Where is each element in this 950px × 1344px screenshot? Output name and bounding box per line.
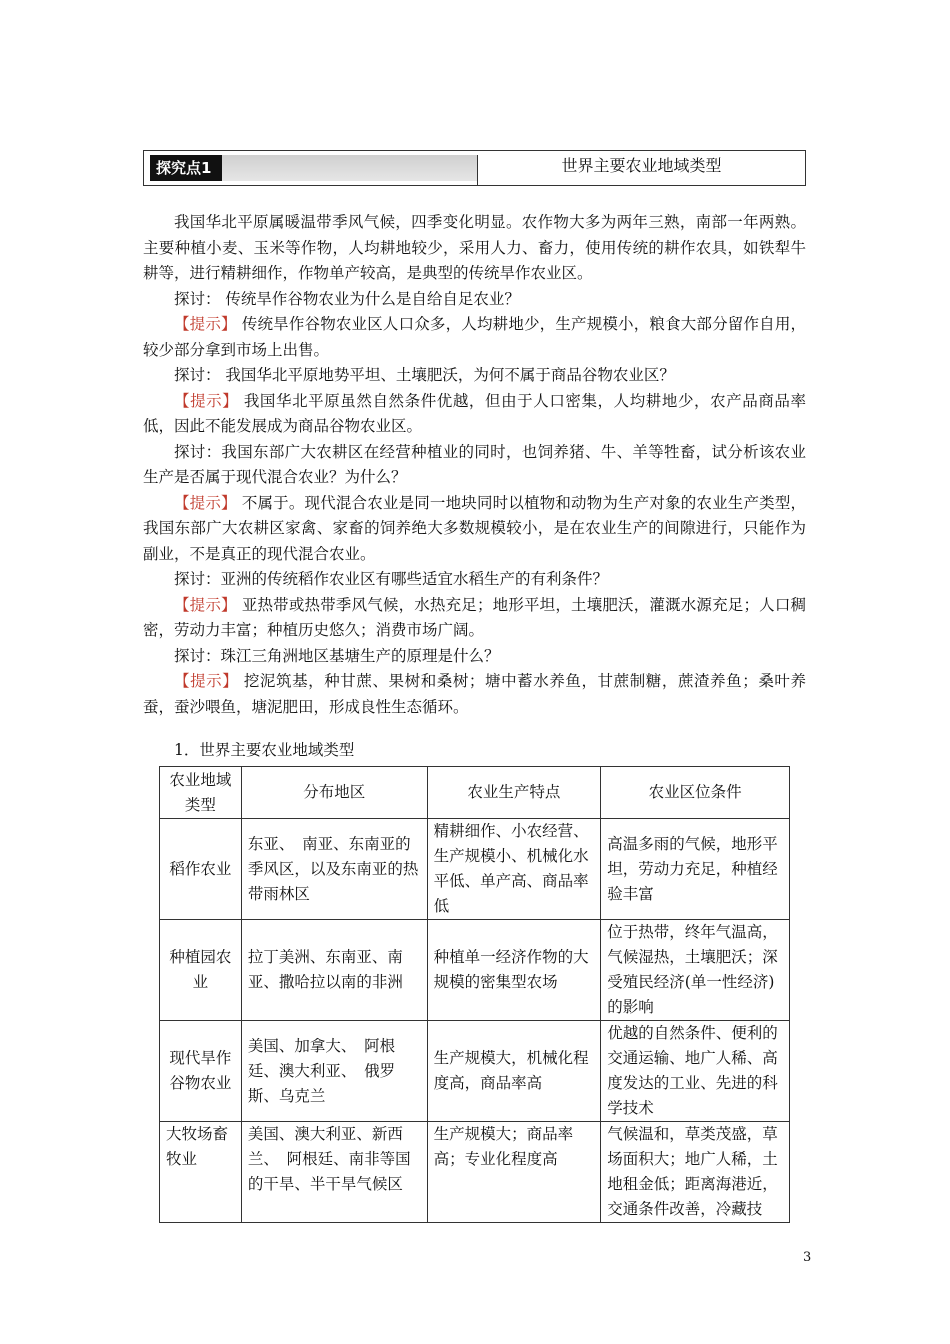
condition-cell: 高温多雨的气候，地形平坦，劳动力充足，种植经验丰富 bbox=[601, 819, 790, 920]
table-caption: 1．世界主要农业地域类型 bbox=[174, 741, 355, 759]
hint-label: 【提示】 bbox=[174, 391, 239, 410]
condition-cell: 气候温和，草类茂盛，草场面积大；地广人稀，土地租金低；距离海港近，交通条件改善，冷藏技 bbox=[601, 1122, 790, 1223]
condition-cell: 位于热带，终年气温高，气候湿热，土壤肥沃；深受殖民经济(单一性经济)的影响 bbox=[601, 920, 790, 1021]
answer-text: 亚热带或热带季风气候，水热充足；地形平坦，土壤肥沃，灌溉水源充足；人口稠密，劳动力丰富；种植历史悠久；消费市场广阔。 bbox=[143, 595, 806, 639]
question-1: 探讨： 传统旱作谷物农业为什么是自给自足农业？ bbox=[174, 289, 520, 308]
type-cell: 现代旱作谷物农业 bbox=[160, 1021, 242, 1122]
feature-cell: 种植单一经济作物的大规模的密集型农场 bbox=[427, 920, 601, 1021]
section-tag: 探究点1 bbox=[150, 155, 222, 181]
table-header-cell: 农业区位条件 bbox=[601, 767, 790, 819]
type-cell: 种植园农业 bbox=[160, 920, 242, 1021]
answer-text: 传统旱作谷物农业区人口众多，人均耕地少，生产规模小，粮食大部分留作自用，较少部分拿到市场上出售。 bbox=[143, 315, 806, 359]
type-cell: 稻作农业 bbox=[160, 819, 242, 920]
intro-paragraph: 我国华北平原属暖温带季风气候，四季变化明显。农作物大多为两年三熟，南部一年两熟。主要种植小麦、玉米等作物，人均耕地较少，采用人力、畜力，使用传统的耕作农具，如铁犁牛耕等，进行精耕细作，作物单产较高，是典型的传统旱作农业区。 bbox=[143, 213, 806, 282]
hint-label: 【提示】 bbox=[174, 315, 237, 333]
table-row bbox=[160, 819, 790, 920]
answer-5 bbox=[143, 669, 806, 720]
region-cell: 美国、澳大利亚、新西兰、 阿根廷、南非等国的干旱、半干旱气候区 bbox=[241, 1122, 427, 1223]
answer-2 bbox=[143, 389, 806, 440]
answer-text: 挖泥筑基，种甘蔗、果树和桑树；塘中蓄水养鱼，甘蔗制糖，蔗渣养鱼；桑叶养蚕，蚕沙喂鱼，塘泥肥田，形成良性生态循环。 bbox=[143, 672, 806, 716]
answer-text: 不属于。现代混合农业是同一地块同时以植物和动物为生产对象的农业生产类型，我国东部广大农耕区家禽、家畜的饲养绝大多数规模较小，是在农业生产的间隙进行，只能作为副业，不是真正的现代混合农业。 bbox=[143, 493, 806, 563]
section-title: 世界主要农业地域类型 bbox=[561, 156, 722, 175]
answer-4 bbox=[143, 593, 806, 644]
header-shade bbox=[222, 155, 477, 181]
table-header-cell: 农业地域类型 bbox=[160, 767, 242, 819]
feature-cell: 生产规模大；商品率高；专业化程度高 bbox=[427, 1122, 601, 1223]
feature-cell: 生产规模大，机械化程度高，商品率高 bbox=[427, 1021, 601, 1122]
region-cell: 东亚、 南亚、东南亚的季风区，以及东南亚的热带雨林区 bbox=[241, 819, 427, 920]
table-header-cell: 农业生产特点 bbox=[427, 767, 601, 819]
answer-text: 我国华北平原虽然自然条件优越，但由于人口密集，人均耕地少，农产品商品率低，因此不能发展成为商品谷物农业区。 bbox=[143, 391, 806, 435]
feature-cell: 精耕细作、小农经营、生产规模小、机械化水平低、单产高、商品率低 bbox=[427, 819, 601, 920]
table-row bbox=[160, 1021, 790, 1122]
hint-label: 【提示】 bbox=[174, 595, 237, 614]
table-row bbox=[160, 1122, 790, 1223]
agriculture-types-table bbox=[159, 766, 790, 1223]
page-number: 3 bbox=[803, 1250, 812, 1265]
answer-1 bbox=[143, 312, 806, 363]
table-row bbox=[160, 920, 790, 1021]
region-cell: 拉丁美洲、东南亚、南亚、撒哈拉以南的非洲 bbox=[241, 920, 427, 1021]
table-header-cell: 分布地区 bbox=[241, 767, 427, 819]
type-cell: 大牧场畜牧业 bbox=[160, 1122, 242, 1223]
hint-label: 【提示】 bbox=[174, 493, 237, 512]
question-3: 探讨：我国东部广大农耕区在经营种植业的同时，也饲养猪、牛、羊等牲畜，试分析该农业生产是否属于现代混合农业？为什么？ bbox=[143, 442, 806, 486]
question-5: 探讨：珠江三角洲地区基塘生产的原理是什么？ bbox=[174, 646, 500, 665]
condition-cell: 优越的自然条件、便利的交通运输、地广人稀、高度发达的工业、先进的科学技术 bbox=[601, 1021, 790, 1122]
question-4: 探讨：亚洲的传统稻作农业区有哪些适宜水稻生产的有利条件？ bbox=[174, 570, 609, 588]
hint-label: 【提示】 bbox=[174, 672, 239, 690]
question-2: 探讨： 我国华北平原地势平坦、土壤肥沃，为何不属于商品谷物农业区？ bbox=[174, 366, 675, 384]
body-text bbox=[143, 210, 806, 720]
answer-3 bbox=[143, 491, 806, 568]
table-header-row bbox=[160, 767, 790, 819]
section-header bbox=[143, 150, 806, 186]
region-cell: 美国、加拿大、 阿根廷、澳大利亚、 俄罗斯、乌克兰 bbox=[241, 1021, 427, 1122]
